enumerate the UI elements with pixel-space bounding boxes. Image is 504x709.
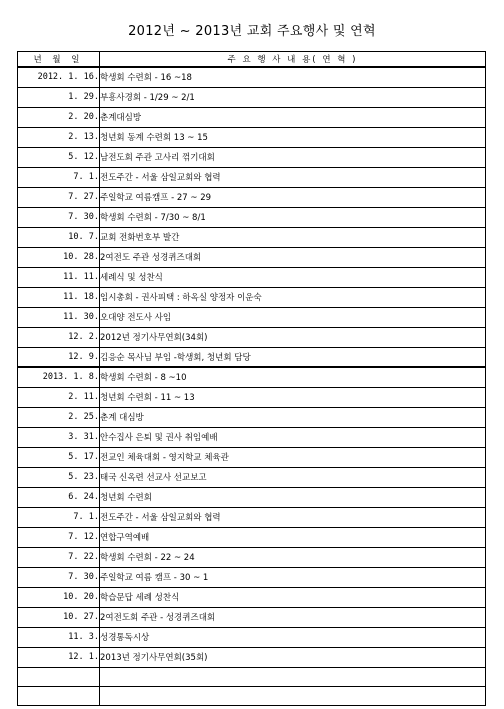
table-row [18, 147, 486, 167]
event-description: 성경통독시상 [100, 627, 486, 647]
event-description: 연합구역예배 [100, 527, 486, 547]
empty-row [18, 686, 486, 705]
event-date: 10. 27. [18, 607, 100, 627]
event-description: 2012년 정기사무연회(34회) [100, 327, 486, 347]
event-description: 학생회 수련회 - 8 ~10 [100, 367, 486, 387]
event-description: 청년회 수련회 [100, 487, 486, 507]
event-date: 5. 17. [18, 447, 100, 467]
table-row [18, 127, 486, 147]
event-description: 2013년 정기사무연회(35회) [100, 647, 486, 667]
event-date: 3. 31. [18, 427, 100, 447]
event-date: 12. 2. [18, 327, 100, 347]
event-description: 전도주간 - 서울 삼일교회와 협력 [100, 167, 486, 187]
event-description: 전도주간 - 서울 삼일교회와 협력 [100, 507, 486, 527]
event-date: 2. 25. [18, 407, 100, 427]
table-row [18, 387, 486, 407]
empty-description-cell [100, 686, 486, 705]
event-date: 5. 12. [18, 147, 100, 167]
event-description: 임시총회 - 권사피택 : 하옥실 양정자 이운숙 [100, 287, 486, 307]
header-description: 주 요 행 사 내 용( 연 혁 ) [100, 52, 486, 68]
event-description: 2여전도회 주관 - 성경퀴즈대회 [100, 607, 486, 627]
event-date: 1. 29. [18, 87, 100, 107]
table-row [18, 67, 486, 87]
table-row [18, 87, 486, 107]
event-date: 2013. 1. 8. [18, 367, 100, 387]
event-description: 2여전도 주관 성경퀴즈대회 [100, 247, 486, 267]
table-row [18, 627, 486, 647]
table-row [18, 347, 486, 367]
event-description: 춘계대심방 [100, 107, 486, 127]
table-row [18, 287, 486, 307]
event-description: 전교인 체육대회 - 영지학교 체육관 [100, 447, 486, 467]
table-row [18, 487, 486, 507]
event-date: 2012. 1. 16. [18, 67, 100, 87]
event-date: 5. 23. [18, 467, 100, 487]
table-row [18, 207, 486, 227]
event-description: 김응순 목사님 부임 -학생회, 청년회 담당 [100, 347, 486, 367]
table-row [18, 327, 486, 347]
header-date: 년 월 일 [18, 52, 100, 68]
events-table [17, 51, 486, 706]
event-description: 학생회 수련회 - 7/30 ~ 8/1 [100, 207, 486, 227]
event-date: 11. 3. [18, 627, 100, 647]
event-date: 7. 27. [18, 187, 100, 207]
event-description: 태국 신옥련 선교사 선교보고 [100, 467, 486, 487]
event-description: 학생회 수련회 - 16 ~18 [100, 67, 486, 87]
event-date: 11. 18. [18, 287, 100, 307]
table-row [18, 467, 486, 487]
event-date: 7. 30. [18, 207, 100, 227]
empty-description-cell [100, 667, 486, 686]
event-date: 7. 22. [18, 547, 100, 567]
table-row [18, 427, 486, 447]
event-description: 안수집사 은퇴 및 권사 취임예배 [100, 427, 486, 447]
event-date: 11. 11. [18, 267, 100, 287]
event-date: 7. 1. [18, 167, 100, 187]
event-date: 6. 24. [18, 487, 100, 507]
table-row [18, 567, 486, 587]
table-row [18, 587, 486, 607]
table-row [18, 447, 486, 467]
event-description: 주일학교 여름 캠프 - 30 ~ 1 [100, 567, 486, 587]
event-date: 10. 7. [18, 227, 100, 247]
page-title: 2012년 ~ 2013년 교회 주요행사 및 연혁 [128, 24, 376, 39]
table-row [18, 247, 486, 267]
empty-date-cell [18, 686, 100, 705]
event-date: 2. 13. [18, 127, 100, 147]
event-date: 7. 30. [18, 567, 100, 587]
event-date: 7. 12. [18, 527, 100, 547]
event-date: 12. 9. [18, 347, 100, 367]
table-row [18, 607, 486, 627]
table-row [18, 647, 486, 667]
event-date: 7. 1. [18, 507, 100, 527]
empty-row [18, 667, 486, 686]
table-row [18, 527, 486, 547]
event-description: 오대양 전도사 사임 [100, 307, 486, 327]
table-row [18, 307, 486, 327]
table-row [18, 267, 486, 287]
table-row [18, 367, 486, 387]
event-description: 학습문답 세례 성찬식 [100, 587, 486, 607]
event-description: 학생회 수련회 - 22 ~ 24 [100, 547, 486, 567]
event-date: 11. 30. [18, 307, 100, 327]
event-description: 남전도회 주관 고사리 꺾기대회 [100, 147, 486, 167]
empty-date-cell [18, 667, 100, 686]
table-row [18, 507, 486, 527]
event-description: 교회 전화번호부 발간 [100, 227, 486, 247]
event-description: 청년회 동계 수련회 13 ~ 15 [100, 127, 486, 147]
event-date: 10. 20. [18, 587, 100, 607]
table-row [18, 227, 486, 247]
event-date: 12. 1. [18, 647, 100, 667]
table-row [18, 407, 486, 427]
table-row [18, 187, 486, 207]
event-description: 청년회 수련회 - 11 ~ 13 [100, 387, 486, 407]
event-description: 부흥사경회 - 1/29 ~ 2/1 [100, 87, 486, 107]
events-body [18, 67, 486, 705]
event-description: 세례식 및 성찬식 [100, 267, 486, 287]
event-description: 주일학교 여름캠프 - 27 ~ 29 [100, 187, 486, 207]
event-date: 2. 20. [18, 107, 100, 127]
event-date: 2. 11. [18, 387, 100, 407]
event-date: 10. 28. [18, 247, 100, 267]
table-row [18, 167, 486, 187]
table-row [18, 107, 486, 127]
table-row [18, 547, 486, 567]
table-header-row [18, 52, 486, 68]
event-description: 춘계 대심방 [100, 407, 486, 427]
